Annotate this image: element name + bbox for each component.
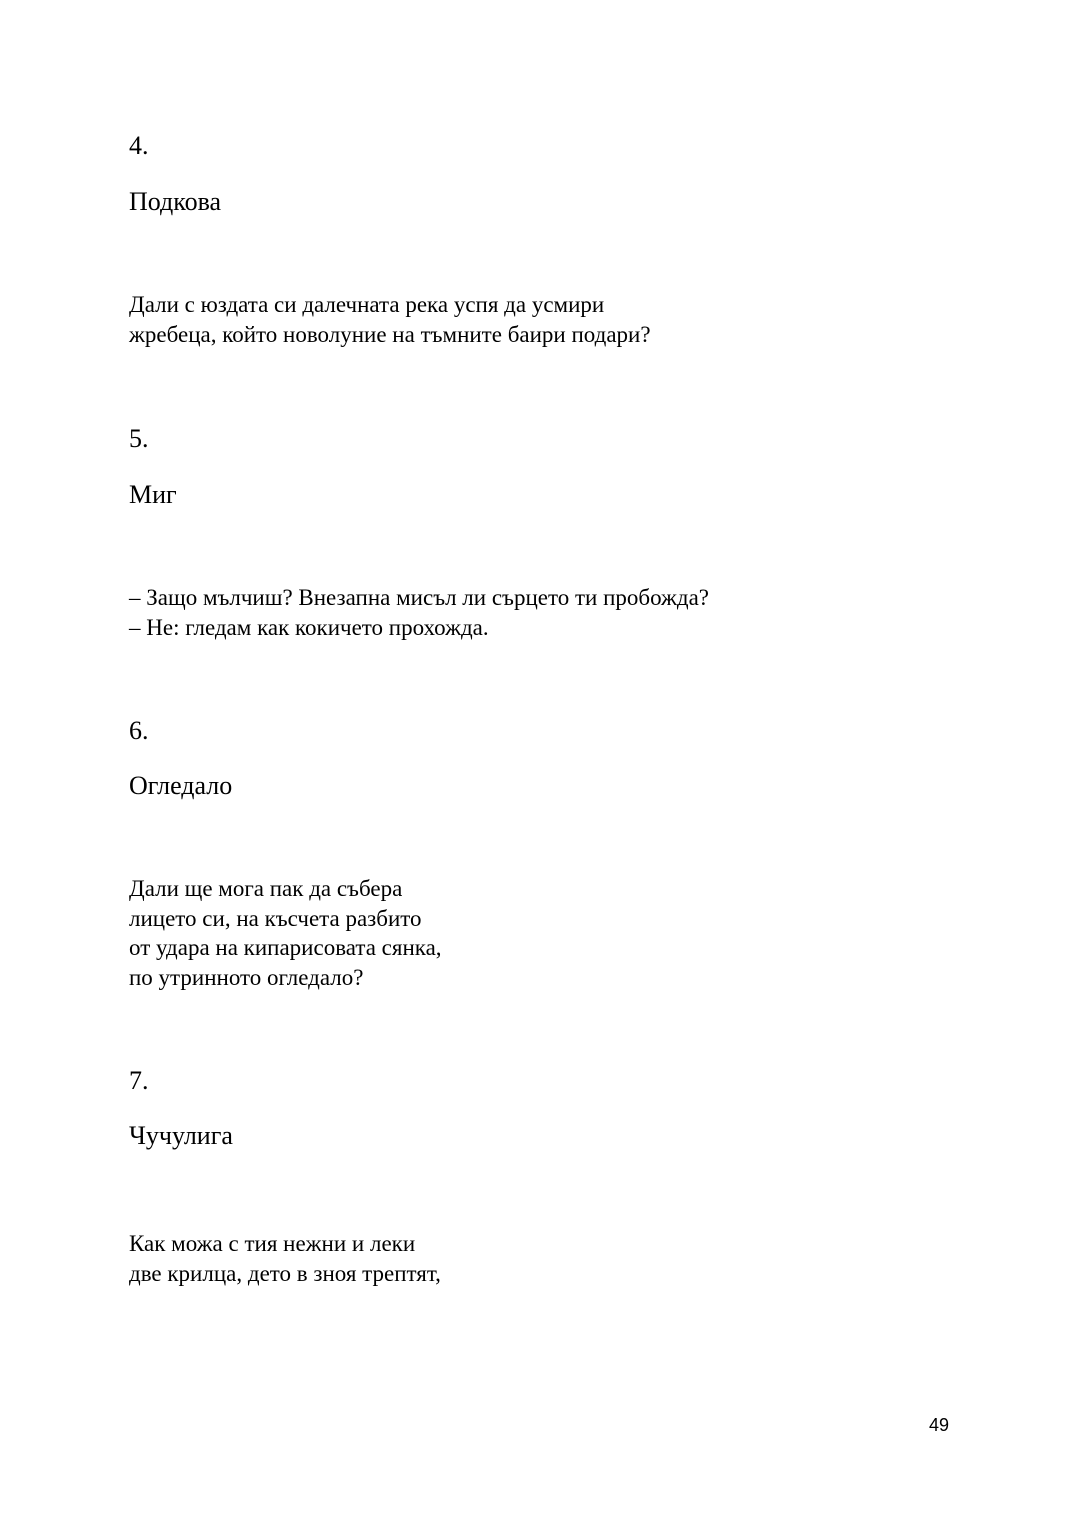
verse-line: – Не: гледам как кокичето прохожда. xyxy=(129,614,489,640)
poem-4-verse xyxy=(129,290,651,349)
verse-line: Дали с юздата си далечната река успя да усмири xyxy=(129,292,605,317)
verse-line: от удара на кипарисовата сянка, xyxy=(129,935,442,960)
verse-line: Дали ще мога пак да събера xyxy=(129,876,403,901)
poem-6-title: Огледало xyxy=(129,771,233,800)
verse-line: по утринното огледало? xyxy=(129,964,364,990)
verse-line: – Защо мълчиш? Внезапна мисъл ли сърцето ти пробожда? xyxy=(129,585,710,610)
verse-line: Как можа с тия нежни и леки xyxy=(129,1231,416,1256)
verse-line: две крилца, дето в зноя трептят, xyxy=(129,1260,441,1286)
poem-7-title: Чучулига xyxy=(129,1121,233,1150)
verse-line: лицето си, на късчета разбито xyxy=(129,905,422,931)
poem-7-verse xyxy=(129,1229,441,1288)
page-number: 49 xyxy=(929,1415,950,1435)
poem-4-number: 4. xyxy=(129,131,149,160)
verse-line: жребеца, който новолуние на тъмните баири подари? xyxy=(129,321,651,347)
poem-5-title: Миг xyxy=(129,480,177,509)
poem-7-number: 7. xyxy=(129,1066,149,1095)
poem-4-title: Подкова xyxy=(129,187,222,216)
poem-6-verse xyxy=(129,874,442,992)
poem-5-verse xyxy=(129,583,709,642)
poem-6-number: 6. xyxy=(129,716,149,745)
poem-5-number: 5. xyxy=(129,424,149,453)
